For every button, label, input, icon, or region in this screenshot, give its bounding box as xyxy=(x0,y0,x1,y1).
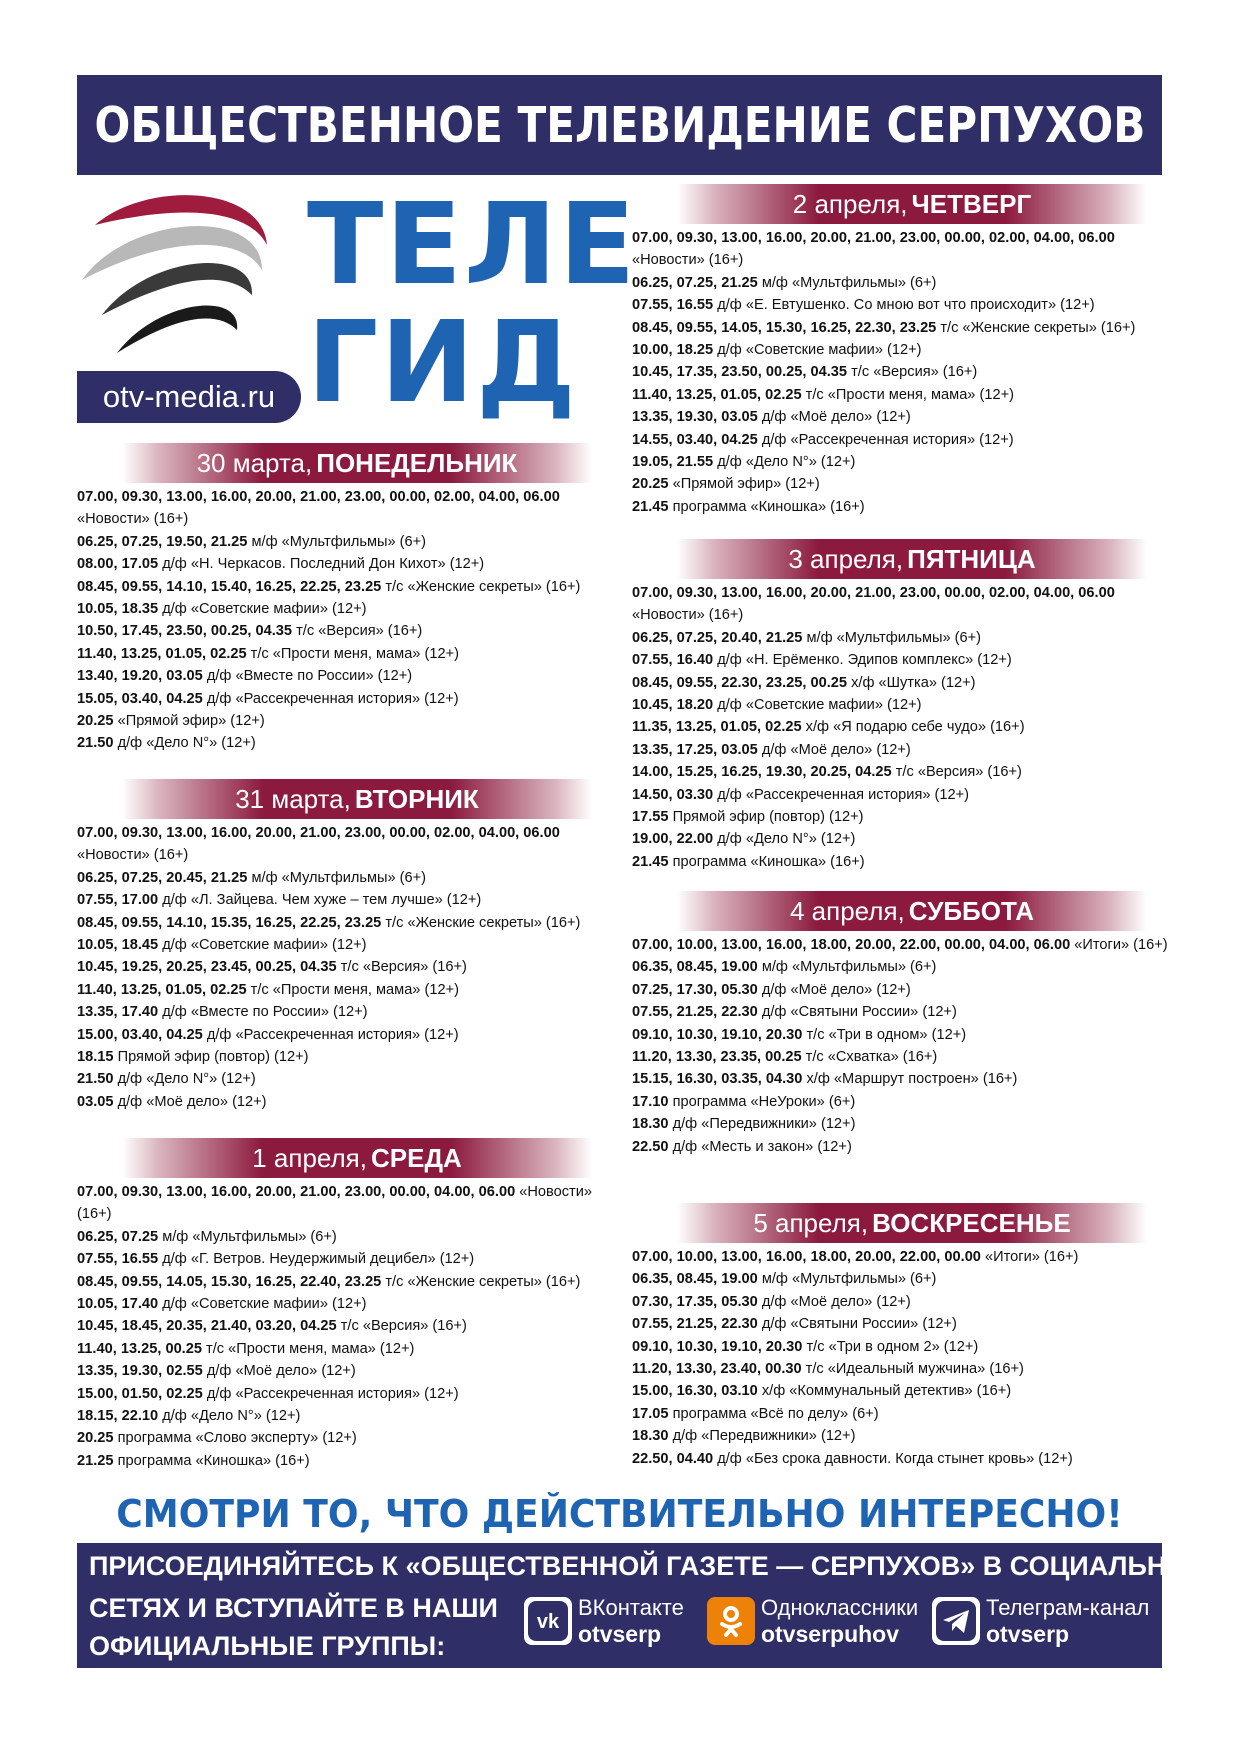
program-title: т/с «Прости меня, мама» (12+) xyxy=(250,645,459,662)
program-title: х/ф «Маршрут построен» (16+) xyxy=(806,1071,1018,1088)
program-times: 08.45, 09.55, 14.10, 15.35, 16.25, 22.25, 23.25 xyxy=(77,914,382,931)
program-title: м/ф «Мультфильмы» (6+) xyxy=(761,274,937,291)
program-item xyxy=(77,1068,617,1090)
program-item xyxy=(77,1248,617,1270)
day-block-tuesday xyxy=(77,779,617,1113)
program-times: 14.50, 03.30 xyxy=(632,786,714,803)
program-times: 11.20, 13.30, 23.35, 00.25 xyxy=(632,1049,802,1066)
program-title: «Прямой эфир» (12+) xyxy=(672,476,820,493)
program-item xyxy=(77,1091,617,1113)
program-title: д/ф «Е. Евтушенко. Со мною вот что происходит» (12+) xyxy=(717,297,1095,314)
program-times: 19.05, 21.55 xyxy=(632,454,714,471)
program-times: 21.45 xyxy=(632,498,669,515)
program-item xyxy=(632,1246,1172,1268)
program-item xyxy=(77,531,617,553)
program-title: программа «Слово эксперту» (12+) xyxy=(117,1430,357,1447)
program-times: 21.50 xyxy=(77,1071,114,1088)
program-title: «Итоги» (16+) xyxy=(985,1249,1079,1265)
footer-banner xyxy=(77,1543,1211,1668)
program-item xyxy=(632,384,1172,406)
program-item xyxy=(632,784,1172,806)
program-title: «Прямой эфир» (12+) xyxy=(117,713,265,730)
program-times: 14.55, 03.40, 04.25 xyxy=(632,431,758,448)
day-weekday: ЧЕТВЕРГ xyxy=(911,188,1032,219)
program-item xyxy=(632,761,1172,783)
program-times: 20.25 xyxy=(632,476,669,493)
program-times: 18.30 xyxy=(632,1116,669,1133)
program-times: 07.00, 09.30, 13.00, 16.00, 20.00, 21.00, 23.00, 00.00, 02.00, 04.00, 06.00 xyxy=(632,585,1115,601)
program-item xyxy=(632,1380,1172,1402)
program-times: 17.55 xyxy=(632,809,669,826)
program-item xyxy=(632,851,1172,873)
program-times: 10.45, 18.20 xyxy=(632,697,714,714)
program-item xyxy=(77,1181,617,1226)
program-times: 08.45, 09.55, 14.10, 15.40, 16.25, 22.25, 23.25 xyxy=(77,578,382,595)
program-title: «Новости» (16+) xyxy=(77,847,189,864)
program-item xyxy=(77,1315,617,1337)
program-item xyxy=(77,1001,617,1023)
day-block-friday xyxy=(632,539,1172,873)
social-name: Одноклассники xyxy=(761,1595,919,1620)
program-title: д/ф «Вместе по России» (12+) xyxy=(162,1004,368,1021)
program-times: 07.55, 17.00 xyxy=(77,892,159,909)
program-times: 17.05 xyxy=(632,1405,669,1422)
program-item xyxy=(632,1336,1172,1358)
program-item xyxy=(77,956,617,978)
program-title: т/с «Идеальный мужчина» (16+) xyxy=(805,1361,1024,1378)
program-item xyxy=(632,473,1172,495)
program-times: 07.55, 16.55 xyxy=(77,1251,159,1268)
program-times: 08.45, 09.55, 14.05, 15.30, 16.25, 22.30, 23.25 xyxy=(632,319,937,336)
program-title: Прямой эфир (повтор) (12+) xyxy=(117,1049,309,1066)
program-item xyxy=(632,1113,1172,1135)
day-header xyxy=(122,1138,592,1178)
program-times: 07.00, 09.30, 13.00, 16.00, 20.00, 21.00, 23.00, 00.00, 02.00, 04.00, 06.00 xyxy=(77,489,560,505)
program-item xyxy=(632,227,1172,272)
program-item xyxy=(632,317,1172,339)
social-name: Телеграм-канал xyxy=(986,1595,1150,1620)
program-title: Прямой эфир (повтор) (12+) xyxy=(672,809,864,826)
program-times: 14.00, 15.25, 16.25, 19.30, 20.25, 04.25 xyxy=(632,764,892,781)
program-title: д/ф «Вместе по России» (12+) xyxy=(206,668,413,685)
program-times: 06.25, 07.25, 21.25 xyxy=(632,274,758,291)
program-item xyxy=(77,1338,617,1360)
program-title: программа «Киношка» (16+) xyxy=(672,498,865,515)
program-title: м/ф «Мультфильмы» (6+) xyxy=(251,869,427,886)
program-title: д/ф «Передвижники» (12+) xyxy=(672,1428,856,1445)
program-times: 10.50, 17.45, 23.50, 00.25, 04.35 xyxy=(77,623,293,640)
program-title: т/с «Версия» (16+) xyxy=(851,364,978,381)
day-block-thursday xyxy=(632,184,1172,518)
social-vk[interactable] xyxy=(524,1595,684,1647)
program-times: 11.35, 13.25, 01.05, 02.25 xyxy=(632,719,802,736)
ok-icon xyxy=(707,1597,755,1645)
program-title: д/ф «Рассекреченная история» (12+) xyxy=(206,690,459,707)
day-date: 2 апреля, xyxy=(792,188,908,219)
program-times: 10.05, 17.40 xyxy=(77,1296,159,1313)
day-block-sunday xyxy=(632,1203,1172,1470)
day-header xyxy=(122,779,592,819)
program-title: д/ф «Советские мафии» (12+) xyxy=(717,697,922,714)
header-title: ОБЩЕСТВЕННОЕ ТЕЛЕВИДЕНИЕ СЕРПУХОВ xyxy=(94,96,1145,154)
site-link[interactable] xyxy=(77,371,301,423)
program-item xyxy=(77,732,617,754)
program-title: д/ф «Рассекреченная история» (12+) xyxy=(761,431,1014,448)
social-ok[interactable] xyxy=(707,1595,918,1647)
program-title: д/ф «Н. Ерёменко. Эдипов комплекс» (12+) xyxy=(717,652,1012,669)
program-times: 10.00, 18.25 xyxy=(632,342,714,359)
program-times: 11.20, 13.30, 23.40, 00.30 xyxy=(632,1361,802,1378)
day-date: 31 марта, xyxy=(235,783,351,814)
program-item xyxy=(632,1136,1172,1158)
program-title: т/с «Три в одном» (12+) xyxy=(806,1026,967,1043)
program-title: д/ф «Дело N°» (12+) xyxy=(717,454,856,471)
program-item xyxy=(632,806,1172,828)
program-title: х/ф «Шутка» (12+) xyxy=(851,674,976,691)
program-title: т/с «Версия» (16+) xyxy=(895,764,1022,781)
program-title: д/ф «Дело N°» (12+) xyxy=(117,1071,256,1088)
program-title: т/с «Версия» (16+) xyxy=(340,959,467,976)
program-times: 06.25, 07.25, 20.45, 21.25 xyxy=(77,869,248,886)
program-title: «Итоги» (16+) xyxy=(1074,937,1168,953)
program-title: д/ф «Советские мафии» (12+) xyxy=(162,601,367,618)
program-title: д/ф «Месть и закон» (12+) xyxy=(672,1138,852,1155)
vk-icon xyxy=(524,1597,572,1645)
program-times: 21.45 xyxy=(632,853,669,870)
program-title: т/с «Версия» (16+) xyxy=(340,1318,467,1335)
program-item xyxy=(77,1405,617,1427)
program-title: д/ф «Моё дело» (12+) xyxy=(206,1363,356,1380)
program-title: «Новости» (16+) xyxy=(77,1184,592,1223)
day-weekday: ПОНЕДЕЛЬНИК xyxy=(316,447,518,478)
program-list xyxy=(632,227,1172,518)
program-item xyxy=(632,672,1172,694)
program-item xyxy=(632,429,1172,451)
program-title: т/с «Прости меня, мама» (12+) xyxy=(250,981,459,998)
program-item xyxy=(632,1358,1172,1380)
program-times: 17.10 xyxy=(632,1093,669,1110)
program-times: 07.00, 10.00, 13.00, 16.00, 18.00, 20.00, 22.00, 00.00 xyxy=(632,1249,981,1265)
program-title: т/с «Женские секреты» (16+) xyxy=(385,578,581,595)
program-item xyxy=(77,1450,617,1472)
program-times: 06.25, 07.25, 19.50, 21.25 xyxy=(77,533,248,550)
program-times: 22.50, 04.40 xyxy=(632,1450,714,1467)
program-times: 18.15, 22.10 xyxy=(77,1408,159,1425)
program-item xyxy=(632,627,1172,649)
program-title: д/ф «Г. Ветров. Неудержимый децибел» (12+) xyxy=(162,1251,475,1268)
program-item xyxy=(632,1268,1172,1290)
program-list xyxy=(77,822,617,1113)
program-times: 07.55, 21.25, 22.30 xyxy=(632,1004,758,1021)
program-item xyxy=(632,294,1172,316)
program-item xyxy=(632,956,1172,978)
program-times: 08.45, 09.55, 22.30, 23.25, 00.25 xyxy=(632,674,848,691)
day-block-monday xyxy=(77,443,617,755)
day-header xyxy=(677,184,1147,224)
program-item xyxy=(77,598,617,620)
program-item xyxy=(77,688,617,710)
site-url: otv-media.ru xyxy=(102,379,276,414)
program-times: 13.35, 19.30, 03.05 xyxy=(632,409,758,426)
program-times: 13.40, 19.20, 03.05 xyxy=(77,668,203,685)
program-times: 03.05 xyxy=(77,1093,114,1110)
day-date: 4 апреля, xyxy=(790,895,905,926)
program-title: д/ф «Советские мафии» (12+) xyxy=(717,342,922,359)
day-date: 3 апреля, xyxy=(788,543,904,574)
program-item xyxy=(632,1091,1172,1113)
program-times: 22.50 xyxy=(632,1138,669,1155)
program-item xyxy=(632,272,1172,294)
program-title: д/ф «Рассекреченная история» (12+) xyxy=(717,786,969,803)
program-title: «Новости» (16+) xyxy=(632,607,744,624)
day-weekday: ВТОРНИК xyxy=(354,783,479,814)
program-title: д/ф «Дело N°» (12+) xyxy=(117,735,256,752)
program-item xyxy=(632,1024,1172,1046)
day-block-wednesday xyxy=(77,1138,617,1472)
program-list xyxy=(77,486,617,755)
program-list xyxy=(77,1181,617,1472)
program-item xyxy=(632,1291,1172,1313)
logo-word-gid: ГИД xyxy=(307,298,578,428)
program-times: 15.15, 16.30, 03.35, 04.30 xyxy=(632,1071,803,1088)
program-item xyxy=(77,1226,617,1248)
program-times: 07.55, 16.40 xyxy=(632,652,714,669)
logo-word-tele: ТЕЛЕ xyxy=(307,180,638,310)
program-item xyxy=(77,710,617,732)
program-title: м/ф «Мультфильмы» (6+) xyxy=(162,1228,337,1245)
day-header xyxy=(677,891,1147,931)
program-title: программа «Киношка» (16+) xyxy=(117,1452,310,1469)
program-item xyxy=(632,828,1172,850)
program-title: м/ф «Мультфильмы» (6+) xyxy=(251,533,427,550)
program-item xyxy=(77,867,617,889)
program-title: х/ф «Коммунальный детектив» (16+) xyxy=(761,1383,1012,1400)
program-item xyxy=(77,1427,617,1449)
program-item xyxy=(632,1046,1172,1068)
program-item xyxy=(632,496,1172,518)
program-item xyxy=(77,643,617,665)
program-title: д/ф «Моё дело» (12+) xyxy=(761,981,911,998)
program-item xyxy=(632,1403,1172,1425)
program-times: 13.35, 17.40 xyxy=(77,1004,159,1021)
day-weekday: СУББОТА xyxy=(908,895,1034,926)
program-item xyxy=(632,1068,1172,1090)
program-title: д/ф «Моё дело» (12+) xyxy=(117,1093,267,1110)
program-times: 13.35, 19.30, 02.55 xyxy=(77,1363,203,1380)
program-times: 10.05, 18.45 xyxy=(77,937,159,954)
program-item xyxy=(77,553,617,575)
program-times: 11.40, 13.25, 00.25 xyxy=(77,1340,202,1357)
program-times: 11.40, 13.25, 01.05, 02.25 xyxy=(77,981,247,998)
program-times: 06.35, 08.45, 19.00 xyxy=(632,959,758,976)
program-title: д/ф «Святыни России» (12+) xyxy=(761,1004,957,1021)
program-title: д/ф «Л. Зайцева. Чем хуже – тем лучше» (12+) xyxy=(162,892,482,909)
program-title: д/ф «Передвижники» (12+) xyxy=(672,1116,856,1133)
program-title: д/ф «Моё дело» (12+) xyxy=(761,741,911,758)
program-title: программа «Киношка» (16+) xyxy=(672,853,865,870)
program-times: 09.10, 10.30, 19.10, 20.30 xyxy=(632,1026,803,1043)
program-title: т/с «Прости меня, мама» (12+) xyxy=(206,1340,415,1357)
program-item xyxy=(632,1448,1172,1470)
program-title: д/ф «Дело N°» (12+) xyxy=(717,831,856,848)
join-text-line1: ПРИСОЕДИНЯЙТЕСЬ К «ОБЩЕСТВЕННОЙ ГАЗЕТЕ — СЕРПУХОВ» В СОЦИАЛЬНЫХ xyxy=(89,1551,1211,1581)
program-title: т/с «Схватка» (16+) xyxy=(805,1049,938,1066)
join-text-line2: СЕТЯХ И ВСТУПАЙТЕ В НАШИ ОФИЦИАЛЬНЫЕ ГРУППЫ: xyxy=(89,1593,498,1661)
program-title: т/с «Женские секреты» (16+) xyxy=(940,319,1136,336)
program-item xyxy=(77,1360,617,1382)
program-item xyxy=(77,665,617,687)
program-item xyxy=(77,620,617,642)
program-times: 07.00, 09.30, 13.00, 16.00, 20.00, 21.00, 23.00, 00.00, 04.00, 06.00 xyxy=(77,1184,516,1200)
program-title: «Новости» (16+) xyxy=(77,511,189,528)
program-times: 06.35, 08.45, 19.00 xyxy=(632,1271,758,1288)
day-weekday: СРЕДА xyxy=(371,1142,462,1173)
program-item xyxy=(632,739,1172,761)
program-title: д/ф «Рассекреченная история» (12+) xyxy=(206,1385,459,1402)
program-item xyxy=(77,576,617,598)
program-times: 10.45, 19.25, 20.25, 23.45, 00.25, 04.35 xyxy=(77,959,337,976)
program-item xyxy=(77,1271,617,1293)
program-title: д/ф «Моё дело» (12+) xyxy=(761,1293,911,1310)
program-item xyxy=(632,934,1172,956)
program-item xyxy=(632,1425,1172,1447)
program-times: 07.00, 09.30, 13.00, 16.00, 20.00, 21.00, 23.00, 00.00, 02.00, 04.00, 06.00 xyxy=(77,825,560,841)
program-times: 06.25, 07.25, 20.40, 21.25 xyxy=(632,629,803,646)
program-title: т/с «Женские секреты» (16+) xyxy=(385,1273,581,1290)
social-handle: otvserp xyxy=(986,1621,1070,1647)
program-item xyxy=(632,582,1172,627)
svg-text:vk: vk xyxy=(536,1611,560,1633)
program-times: 07.00, 09.30, 13.00, 16.00, 20.00, 21.00, 23.00, 00.00, 02.00, 04.00, 06.00 xyxy=(632,230,1115,246)
program-times: 07.00, 10.00, 13.00, 16.00, 18.00, 20.00, 22.00, 00.00, 04.00, 06.00 xyxy=(632,937,1071,953)
program-item xyxy=(77,912,617,934)
social-handle: otvserp xyxy=(578,1621,662,1647)
program-item xyxy=(632,451,1172,473)
program-times: 10.45, 17.35, 23.50, 00.25, 04.35 xyxy=(632,364,848,381)
social-telegram[interactable] xyxy=(932,1595,1149,1647)
program-times: 07.55, 16.55 xyxy=(632,297,714,314)
program-times: 15.00, 01.50, 02.25 xyxy=(77,1385,203,1402)
program-times: 06.25, 07.25 xyxy=(77,1228,159,1245)
program-times: 21.50 xyxy=(77,735,114,752)
program-item xyxy=(632,339,1172,361)
program-title: м/ф «Мультфильмы» (6+) xyxy=(761,959,937,976)
program-item xyxy=(77,979,617,1001)
program-title: д/ф «Без срока давности. Когда стынет кровь» (12+) xyxy=(717,1450,1073,1467)
slogan: СМОТРИ ТО, ЧТО ДЕЙСТВИТЕЛЬНО ИНТЕРЕСНО! xyxy=(116,1492,1123,1536)
header-banner xyxy=(77,75,1162,175)
program-times: 20.25 xyxy=(77,713,114,730)
program-times: 15.05, 03.40, 04.25 xyxy=(77,690,203,707)
program-times: 20.25 xyxy=(77,1430,114,1447)
program-list xyxy=(632,582,1172,873)
program-times: 18.15 xyxy=(77,1049,114,1066)
program-item xyxy=(77,889,617,911)
program-title: д/ф «Н. Черкасов. Последний Дон Кихот» (12+) xyxy=(162,556,485,573)
day-weekday: ВОСКРЕСЕНЬЕ xyxy=(872,1207,1071,1238)
program-times: 13.35, 17.25, 03.05 xyxy=(632,741,758,758)
program-times: 10.45, 18.45, 20.35, 21.40, 03.20, 04.25 xyxy=(77,1318,337,1335)
day-weekday: ПЯТНИЦА xyxy=(907,543,1036,574)
program-list xyxy=(632,934,1172,1158)
program-title: т/с «Три в одном 2» (12+) xyxy=(806,1338,979,1355)
program-times: 15.00, 03.40, 04.25 xyxy=(77,1026,203,1043)
program-times: 07.55, 21.25, 22.30 xyxy=(632,1316,758,1333)
program-times: 08.00, 17.05 xyxy=(77,556,159,573)
program-title: т/с «Женские секреты» (16+) xyxy=(385,914,581,931)
telegram-icon xyxy=(932,1597,980,1645)
program-item xyxy=(632,361,1172,383)
program-item xyxy=(632,406,1172,428)
program-item xyxy=(77,1383,617,1405)
program-item xyxy=(632,1313,1172,1335)
logo xyxy=(77,180,638,430)
program-title: м/ф «Мультфильмы» (6+) xyxy=(806,629,982,646)
program-title: д/ф «Советские мафии» (12+) xyxy=(162,937,367,954)
program-times: 07.30, 17.35, 05.30 xyxy=(632,1293,758,1310)
day-block-saturday xyxy=(632,891,1172,1158)
program-title: «Новости» (16+) xyxy=(632,252,744,269)
program-item xyxy=(77,486,617,531)
program-item xyxy=(632,1001,1172,1023)
program-title: т/с «Версия» (16+) xyxy=(296,623,423,640)
program-title: д/ф «Моё дело» (12+) xyxy=(761,409,911,426)
program-times: 18.30 xyxy=(632,1428,669,1445)
program-title: т/с «Прости меня, мама» (12+) xyxy=(805,386,1014,403)
social-handle: otvserpuhov xyxy=(761,1621,900,1647)
program-times: 09.10, 10.30, 19.10, 20.30 xyxy=(632,1338,803,1355)
program-item xyxy=(77,1293,617,1315)
program-times: 08.45, 09.55, 14.05, 15.30, 16.25, 22.40, 23.25 xyxy=(77,1273,382,1290)
program-list xyxy=(632,1246,1172,1470)
program-title: программа «НеУроки» (6+) xyxy=(672,1093,856,1110)
day-date: 30 марта, xyxy=(196,447,313,478)
program-times: 10.05, 18.35 xyxy=(77,601,159,618)
day-header xyxy=(677,539,1147,579)
program-title: х/ф «Я подарю себе чудо» (16+) xyxy=(805,719,1025,736)
program-item xyxy=(632,716,1172,738)
program-times: 11.40, 13.25, 01.05, 02.25 xyxy=(632,386,802,403)
program-times: 15.00, 16.30, 03.10 xyxy=(632,1383,758,1400)
program-times: 11.40, 13.25, 01.05, 02.25 xyxy=(77,645,247,662)
program-title: программа «Всё по делу» (6+) xyxy=(672,1405,879,1422)
swoosh-logo-icon xyxy=(77,185,277,360)
program-item xyxy=(632,694,1172,716)
program-title: д/ф «Дело N°» (12+) xyxy=(162,1408,301,1425)
program-times: 19.00, 22.00 xyxy=(632,831,714,848)
social-name: ВКонтакте xyxy=(578,1595,684,1620)
program-times: 07.25, 17.30, 05.30 xyxy=(632,981,758,998)
day-header xyxy=(677,1203,1147,1243)
program-title: д/ф «Советские мафии» (12+) xyxy=(162,1296,367,1313)
program-title: м/ф «Мультфильмы» (6+) xyxy=(761,1271,937,1288)
program-title: д/ф «Рассекреченная история» (12+) xyxy=(206,1026,459,1043)
program-item xyxy=(77,934,617,956)
program-item xyxy=(632,979,1172,1001)
day-date: 5 апреля, xyxy=(753,1207,869,1238)
day-header xyxy=(122,443,592,483)
program-item xyxy=(632,649,1172,671)
program-title: д/ф «Святыни России» (12+) xyxy=(761,1316,957,1333)
program-times: 21.25 xyxy=(77,1452,114,1469)
day-date: 1 апреля, xyxy=(252,1142,367,1173)
program-item xyxy=(77,822,617,867)
program-item xyxy=(77,1046,617,1068)
program-item xyxy=(77,1024,617,1046)
